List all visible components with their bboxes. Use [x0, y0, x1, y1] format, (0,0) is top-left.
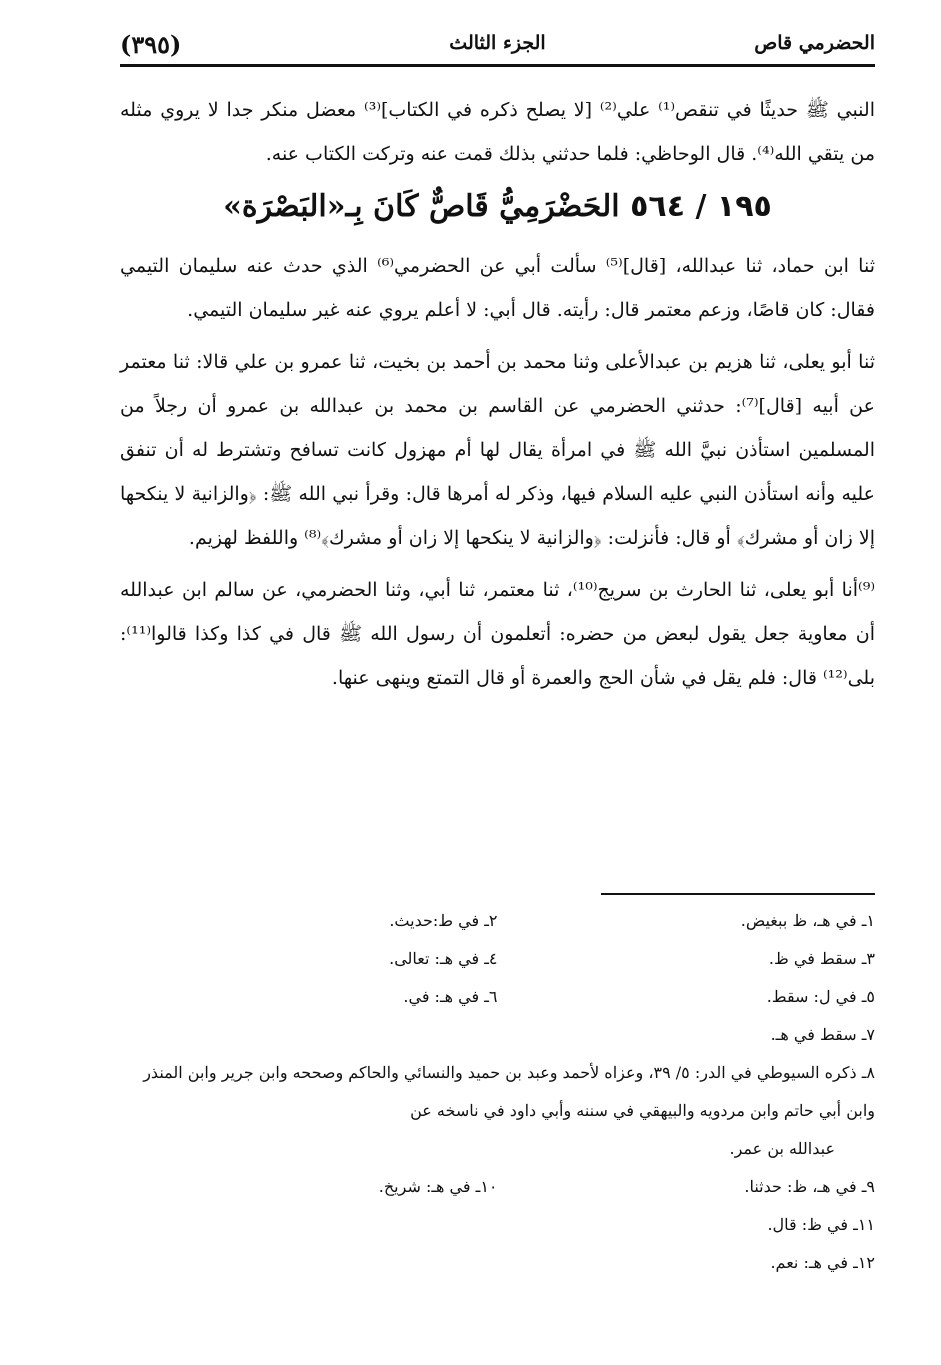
footnote-1: ١ـ في هـ، ظ ببغيض. — [740, 911, 875, 930]
page-number: (٣٩٥) — [120, 30, 182, 59]
footnote-7: ٧ـ سقط في هـ. — [770, 1025, 875, 1044]
paragraph-2: ثنا أبو يعلى، ثنا هزيم بن عبدالأعلى وثنا محمد بن أحمد بن بخيت، ثنا عمرو بن علي قالا: ثنا معتمر عن أبيه [قال]⁽⁷⁾: حدثني الحضرمي عن القاسم بن محمد بن عبدالله بن عمرو أن رجلاً من المسلمين استأذن نبيَّ الله ﷺ في امرأة يقال لها أم مهزول كانت تسافح وتشترط له أن تنفق عليه وأنه استأذن النبي عليه السلام فيها، وذكر له أمرها قال: وقرأ نبي الله ﷺ: ﴿والزانية لا ينكحها إلا زان أو مشرك﴾ أو قال: فأنزلت: ﴿والزانية لا ينكحها إلا زان أو مشرك﴾⁽⁸⁾ واللفظ لهزيم. — [120, 351, 875, 549]
footnote-4: ٤ـ في هـ: تعالى. — [389, 949, 498, 968]
running-header — [120, 28, 875, 67]
footnote-row — [120, 1244, 875, 1282]
footnote-row — [120, 978, 875, 1016]
intro-paragraph: النبي ﷺ حديثًا في تنقص⁽¹⁾ علي⁽²⁾ [لا يصلح ذكره في الكتاب]⁽³⁾ معضل منكر جدا لا يروي مثله من يتقي الله⁽⁴⁾. قال الوحاظي: فلما حدثني بذلك قمت عنه وتركت الكتاب عنه. — [120, 99, 875, 165]
footnote-8-continuation: عبدالله بن عمر. — [729, 1139, 835, 1158]
section-heading — [120, 184, 875, 230]
footnote-8: ٨ـ ذكره السيوطي في الدر: ٥/ ٣٩، وعزاه لأحمد وعبد بن حميد والنسائي والحاكم وصححه وابن جرير وابن المنذر وابن أبي حاتم وابن مردويه والبيهقي في سننه وأبي داود في ناسخه عن — [143, 1063, 875, 1120]
footnote-row — [120, 1206, 875, 1244]
footnote-divider — [601, 893, 875, 895]
footnote-2: ٢ـ في ط:حديث. — [389, 911, 498, 930]
footnote-row — [120, 940, 875, 978]
footnote-5: ٥ـ في ل: سقط. — [766, 987, 875, 1006]
header-part: الجزء الثالث — [449, 32, 546, 54]
header-title: الحضرمي قاص — [754, 32, 875, 54]
footnotes — [120, 902, 875, 1282]
footnote-row — [120, 1168, 875, 1206]
footnote-11: ١١ـ في ظ: قال. — [767, 1215, 875, 1234]
footnote-row — [120, 1016, 875, 1054]
footnote-6: ٦ـ في هـ: في. — [403, 987, 498, 1006]
footnote-10: ١٠ـ في هـ: شريخ. — [378, 1177, 498, 1196]
footnote-3: ٣ـ سقط في ظ. — [768, 949, 875, 968]
footnote-12: ١٢ـ في هـ: نعم. — [770, 1253, 875, 1272]
paragraph-3: ⁽⁹⁾أنا أبو يعلى، ثنا الحارث بن سريج⁽¹⁰⁾، ثنا معتمر، ثنا أبي، وثنا الحضرمي، عن سالم ابن عبدالله أن معاوية جعل يقول لبعض من حضره: أتعلمون أن رسول الله ﷺ قال في كذا وكذا قالوا⁽¹¹⁾: بلى⁽¹²⁾ قال: فلم يقل في شأن الحج والعمرة أو قال التمتع وينهى عنها. — [120, 579, 875, 689]
section-title-text: الحَضْرَمِيُّ قَاصٌّ كَانَ بِـ«البَصْرَة» — [223, 189, 620, 224]
main-text — [120, 88, 875, 708]
footnote-row — [120, 902, 875, 940]
paragraph-1: ثنا ابن حماد، ثنا عبدالله، [قال]⁽⁵⁾ سألت أبي عن الحضرمي⁽⁶⁾ الذي حدث عنه سليمان التيمي فقال: كان قاصًا، وزعم معتمر قال: رأيته. قال أبي: لا أعلم يروي عنه غير سليمان التيمي. — [120, 255, 875, 321]
footnote-9: ٩ـ في هـ، ظ: حدثنا. — [744, 1177, 875, 1196]
section-number: ١٩٥ / ٥٦٤ — [630, 189, 772, 224]
